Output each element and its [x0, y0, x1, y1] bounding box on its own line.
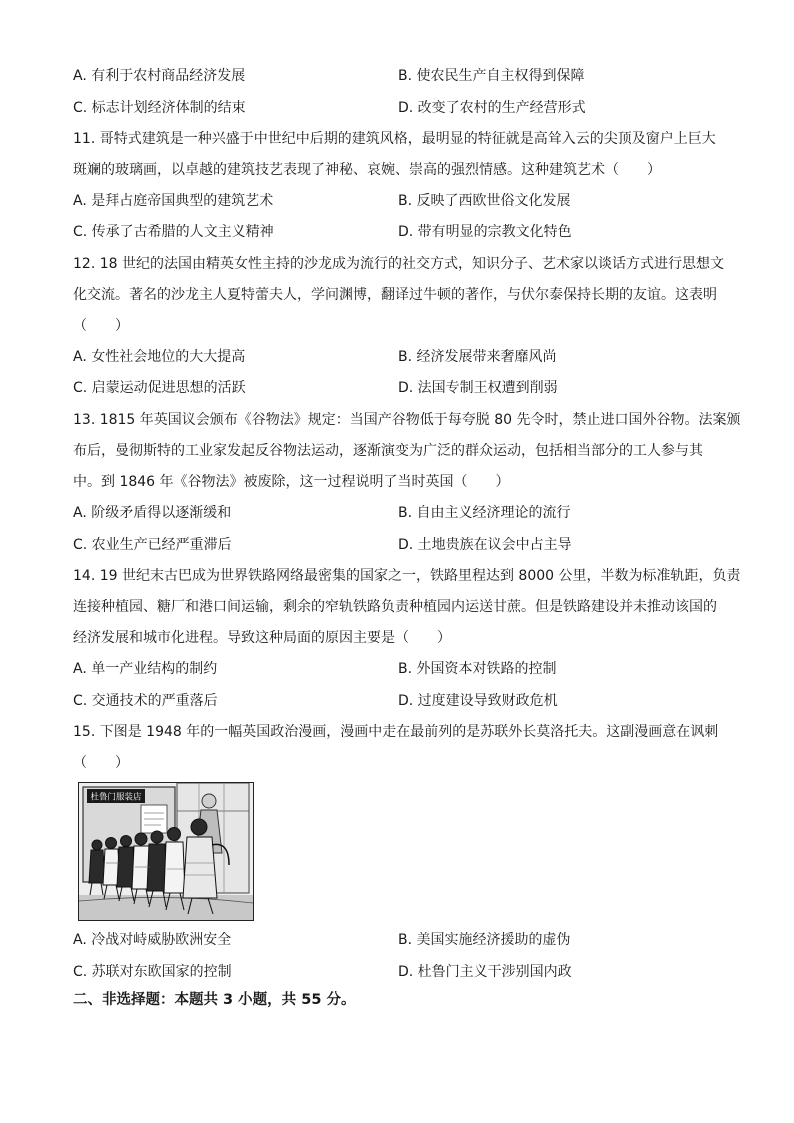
- q13-stem-line3: 中。到 1846 年《谷物法》被废除，这一过程说明了当时英国（ ）: [73, 474, 510, 490]
- q14-stem-line2: 连接种植园、糖厂和港口间运输，剩余的窄轨铁路负责种植园内运送甘蔗。但是铁路建设并未推动该国的: [73, 599, 717, 615]
- q14-option-d[interactable]: D. 过度建设导致财政危机: [398, 693, 558, 709]
- q13-option-d[interactable]: D. 土地贵族在议会中占主导: [398, 537, 572, 553]
- q13-stem-line1: 13. 1815 年英国议会颁布《谷物法》规定：当国产谷物低于每夸脱 80 先令时，禁止进口国外谷物。法案颁: [73, 412, 741, 428]
- q12-option-d[interactable]: D. 法国专制王权遭到削弱: [398, 380, 558, 396]
- q14-option-a[interactable]: A. 单一产业结构的制约: [73, 661, 218, 677]
- cartoon-shop-sign: 杜鲁门服装店: [90, 792, 142, 803]
- q12-stem-line1: 12. 18 世纪的法国由精英女性主持的沙龙成为流行的社交方式，知识分子、艺术家以谈话方式进行思想文: [73, 256, 724, 272]
- q10-option-a[interactable]: A. 有利于农村商品经济发展: [73, 68, 246, 84]
- q10-option-b[interactable]: B. 使农民生产自主权得到保障: [398, 68, 585, 84]
- political-cartoon-image: [78, 782, 254, 921]
- q14-stem-line3: 经济发展和城市化进程。导致这种局面的原因主要是（ ）: [73, 630, 451, 646]
- q13-option-b[interactable]: B. 自由主义经济理论的流行: [398, 505, 571, 521]
- q15-stem-line1: 15. 下图是 1948 年的一幅英国政治漫画，漫画中走在最前列的是苏联外长莫洛托夫。这副漫画意在讽刺: [73, 724, 719, 740]
- q15-option-d[interactable]: D. 杜鲁门主义干涉别国内政: [398, 964, 572, 980]
- q13-option-c[interactable]: C. 农业生产已经严重滞后: [73, 537, 232, 553]
- q11-option-d[interactable]: D. 带有明显的宗教文化特色: [398, 224, 572, 240]
- q14-stem-line1: 14. 19 世纪末古巴成为世界铁路网络最密集的国家之一，铁路里程达到 8000 公里，半数为标准轨距，负责: [73, 568, 741, 584]
- q14-option-b[interactable]: B. 外国资本对铁路的控制: [398, 661, 557, 677]
- q12-stem-line3: （ ）: [73, 318, 129, 334]
- q15-option-b[interactable]: B. 美国实施经济援助的虚伪: [398, 932, 571, 948]
- q13-stem-line2: 布后，曼彻斯特的工业家发起反谷物法运动，逐渐演变为广泛的群众运动，包括相当部分的工人参与其: [73, 443, 703, 459]
- section-heading: 二、非选择题：本题共 3 小题，共 55 分。: [73, 992, 356, 1008]
- q11-option-a[interactable]: A. 是拜占庭帝国典型的建筑艺术: [73, 193, 274, 209]
- q13-option-a[interactable]: A. 阶级矛盾得以逐渐缓和: [73, 505, 232, 521]
- q10-option-d[interactable]: D. 改变了农村的生产经营形式: [398, 100, 586, 116]
- q11-stem-line2: 斑斓的玻璃画，以卓越的建筑技艺表现了神秘、哀婉、崇高的强烈情感。这种建筑艺术（ ）: [73, 162, 661, 178]
- q15-stem-line2: （ ）: [73, 755, 129, 771]
- q15-option-c[interactable]: C. 苏联对东欧国家的控制: [73, 964, 232, 980]
- q12-option-b[interactable]: B. 经济发展带来奢靡风尚: [398, 349, 557, 365]
- q11-stem-line1: 11. 哥特式建筑是一种兴盛于中世纪中后期的建筑风格，最明显的特征就是高耸入云的尖顶及窗户上巨大: [73, 131, 716, 147]
- q12-option-c[interactable]: C. 启蒙运动促进思想的活跃: [73, 380, 246, 396]
- q11-option-b[interactable]: B. 反映了西欧世俗文化发展: [398, 193, 571, 209]
- q14-option-c[interactable]: C. 交通技术的严重落后: [73, 693, 218, 709]
- q10-option-c[interactable]: C. 标志计划经济体制的结束: [73, 100, 246, 116]
- q15-option-a[interactable]: A. 冷战对峙威胁欧洲安全: [73, 932, 232, 948]
- q11-option-c[interactable]: C. 传承了古希腊的人文主义精神: [73, 224, 274, 240]
- q12-option-a[interactable]: A. 女性社会地位的大大提高: [73, 349, 246, 365]
- q12-stem-line2: 化交流。著名的沙龙主人夏特蕾夫人，学问渊博，翻译过牛顿的著作，与伏尔泰保持长期的友谊。这表明: [73, 287, 717, 303]
